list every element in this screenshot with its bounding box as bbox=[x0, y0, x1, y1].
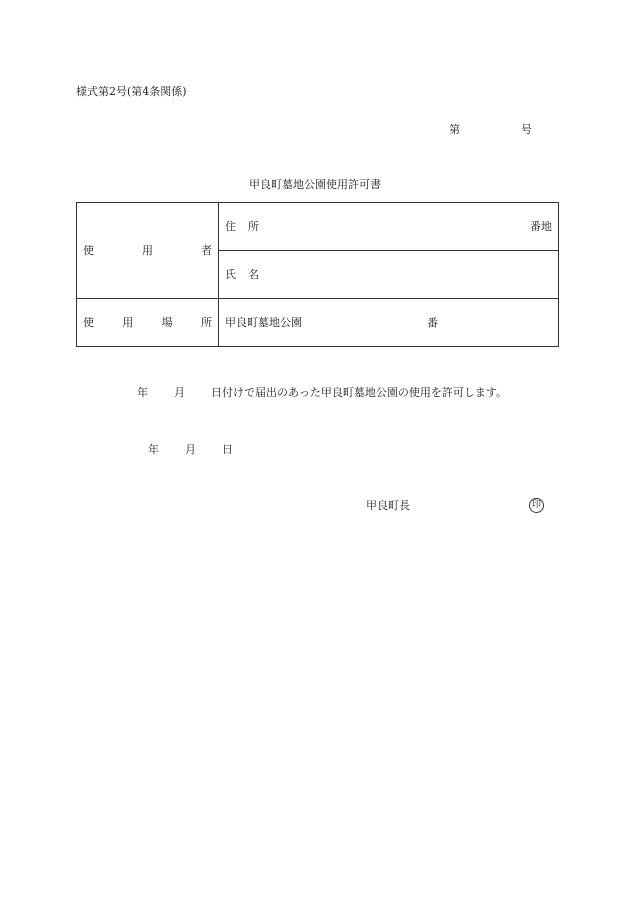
form-number-label: 様式第2号(第4条関係) bbox=[76, 85, 187, 98]
mayor-title: 甲良町長 bbox=[366, 499, 410, 512]
issue-date bbox=[148, 444, 233, 455]
permit-table bbox=[76, 202, 559, 347]
name-cell[interactable] bbox=[219, 251, 559, 299]
issue-day: 日 bbox=[222, 443, 233, 456]
user-header: 使 用 者 bbox=[83, 244, 212, 257]
issue-year: 年 bbox=[148, 443, 159, 456]
permit-statement-text: 日付けで届出のあった甲良町墓地公園の使用を許可します。 bbox=[211, 386, 508, 399]
seal-mark: 印 bbox=[529, 498, 544, 513]
document-title: 甲良町墓地公園使用許可書 bbox=[249, 178, 381, 191]
address-label: 住 所 bbox=[225, 220, 259, 233]
address-suffix: 番地 bbox=[530, 220, 552, 233]
permit-month: 月 bbox=[174, 386, 185, 399]
place-cell[interactable] bbox=[219, 299, 559, 347]
place-header: 使 用 場 所 bbox=[83, 316, 212, 329]
address-cell[interactable] bbox=[219, 203, 559, 251]
user-header-cell bbox=[77, 203, 219, 299]
document-number-suffix: 号 bbox=[521, 123, 532, 136]
name-label: 氏 名 bbox=[225, 268, 259, 281]
permit-year: 年 bbox=[137, 386, 148, 399]
place-suffix: 番 bbox=[427, 316, 438, 329]
place-value: 甲良町墓地公園 bbox=[225, 316, 302, 329]
issue-month: 月 bbox=[185, 443, 196, 456]
place-header-cell bbox=[77, 299, 219, 347]
permit-statement bbox=[137, 387, 507, 398]
document-number-prefix: 第 bbox=[449, 123, 460, 136]
